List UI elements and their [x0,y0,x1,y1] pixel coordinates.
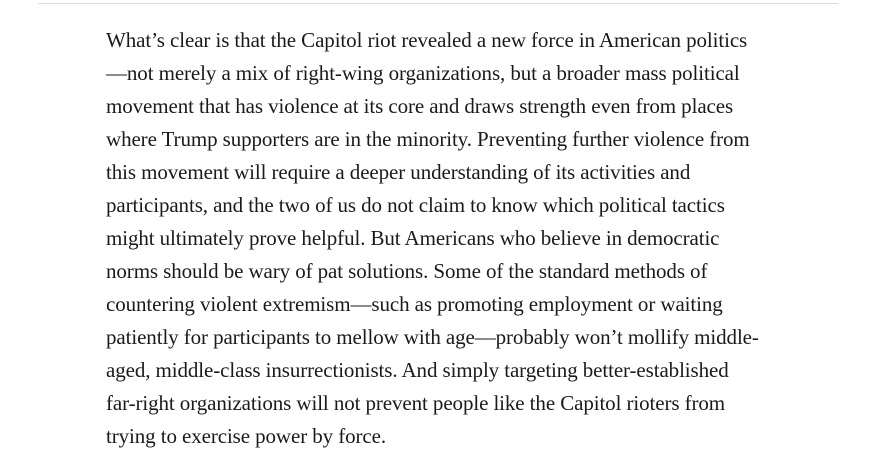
paragraph-line: What’s clear is that the Capitol riot revealed a new force in American politics [106,28,748,52]
paragraph-line: —not merely a mix of right-wing organizations, but a broader mass political [106,61,740,85]
paragraph-line: aged, middle-class insurrectionists. And simply targeting better-established [106,358,729,382]
paragraph-line: this movement will require a deeper understanding of its activities and [106,160,691,184]
top-divider [38,3,838,4]
paragraph-line: norms should be wary of pat solutions. Some of the standard methods of [106,259,708,283]
paragraph-line: might ultimately prove helpful. But Americans who believe in democratic [106,226,720,250]
paragraph-line: trying to exercise power by force. [106,424,386,448]
paragraph-line: countering violent extremism—such as promoting employment or waiting [106,292,723,316]
paragraph-line: where Trump supporters are in the minority. Preventing further violence from [106,127,750,151]
paragraph-line: far-right organizations will not prevent people like the Capitol rioters from [106,391,725,415]
paragraph-line: movement that has violence at its core and draws strength even from places [106,94,734,118]
paragraph-line: participants, and the two of us do not claim to know which political tactics [106,193,725,217]
paragraph-line: patiently for participants to mellow with age—probably won’t mollify middle- [106,325,759,349]
article-paragraph [106,24,806,453]
